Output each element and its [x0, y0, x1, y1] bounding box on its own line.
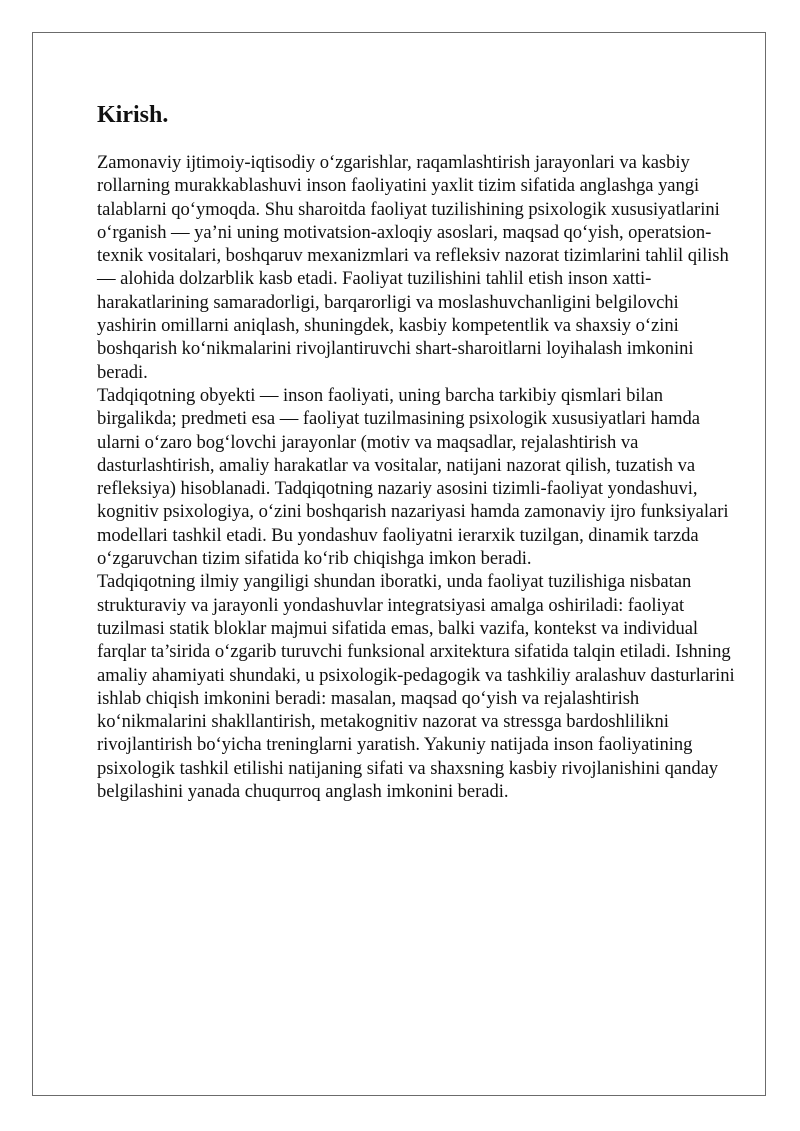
paragraph-scientific-novelty: Tadqiqotning ilmiy yangiligi shundan iboratki, unda faoliyat tuzilishiga nisbatan strukturaviy va jarayonli yondashuvlar integratsiyasi amalga oshiriladi: faoliyat tuzilmasi statik bloklar majmui sifatida emas, balki vazifa, kontekst va individual farqlar ta’sirida o‘zgarib turuvchi funksional arxitektura sifatida talqin etiladi. Ishning amaliy ahamiyati shundaki, u psixologik-pedagogik va tashkiliy aralashuv dasturlarini ishlab chiqish imkonini beradi: masalan, maqsad qo‘yish va rejalashtirish ko‘nikmalarini shakllantirish, metakognitiv nazorat va stressga bardoshlilikni rivojlantirish bo‘yicha treninglarni yaratish. Yakuniy natijada inson faoliyatining psixologik tashkil etilishi natijaning sifati va shaxsning kasbiy rivojlanishini qanday belgilashini yanada chuqurroq anglash imkonini beradi. — [97, 571, 735, 803]
document-page — [32, 32, 766, 1096]
document-body — [97, 101, 737, 803]
paragraph-research-object: Tadqiqotning obyekti — inson faoliyati, uning barcha tarkibiy qismlari bilan birgalikda; predmeti esa — faoliyat tuzilmasining psixologik xususiyatlari hamda ularni o‘zaro bog‘lovchi jarayonlar (motiv va maqsadlar, rejalashtirish va dasturlashtirish, amaliy harakatlar va vositalar, natijani nazorat qilish, tuzatish va refleksiya) hisoblanadi. Tadqiqotning nazariy asosini tizimli-faoliyat yondashuvi, kognitiv psixologiya, o‘zini boshqarish nazariyasi hamda zamonaviy ijro funksiyalari modellari tashkil etadi. Bu yondashuv faoliyatni ierarxik tuzilgan, dinamik tarzda o‘zgaruvchan tizim sifatida ko‘rib chiqishga imkon beradi. — [97, 384, 729, 570]
paragraph-introduction: Zamonaviy ijtimoiy-iqtisodiy o‘zgarishlar, raqamlashtirish jarayonlari va kasbiy rollarning murakkablashuvi inson faoliyatini yaxlit tizim sifatida anglashga yangi talablarni qo‘ymoqda. Shu sharoitda faoliyat tuzilishining psixologik xususiyatlarini o‘rganish — ya’ni uning motivatsion-axloqiy asoslari, maqsad qo‘yish, operatsion-texnik vositalari, boshqaruv mexanizmlari va refleksiv nazorat tizimlarini tahlil qilish — alohida dolzarblik kasb etadi. Faoliyat tuzilishini tahlil etish inson xatti-harakatlarining samaradorligi, barqarorligi va moslashuvchanligini belgilovchi yashirin omillarni aniqlash, shuningdek, kasbiy kompetentlik va shaxsiy o‘zini boshqarish ko‘nikmalarini rivojlantiruvchi shart-sharoitlarni loyihalash imkonini beradi. — [97, 152, 729, 383]
section-heading: Kirish. — [97, 102, 169, 128]
